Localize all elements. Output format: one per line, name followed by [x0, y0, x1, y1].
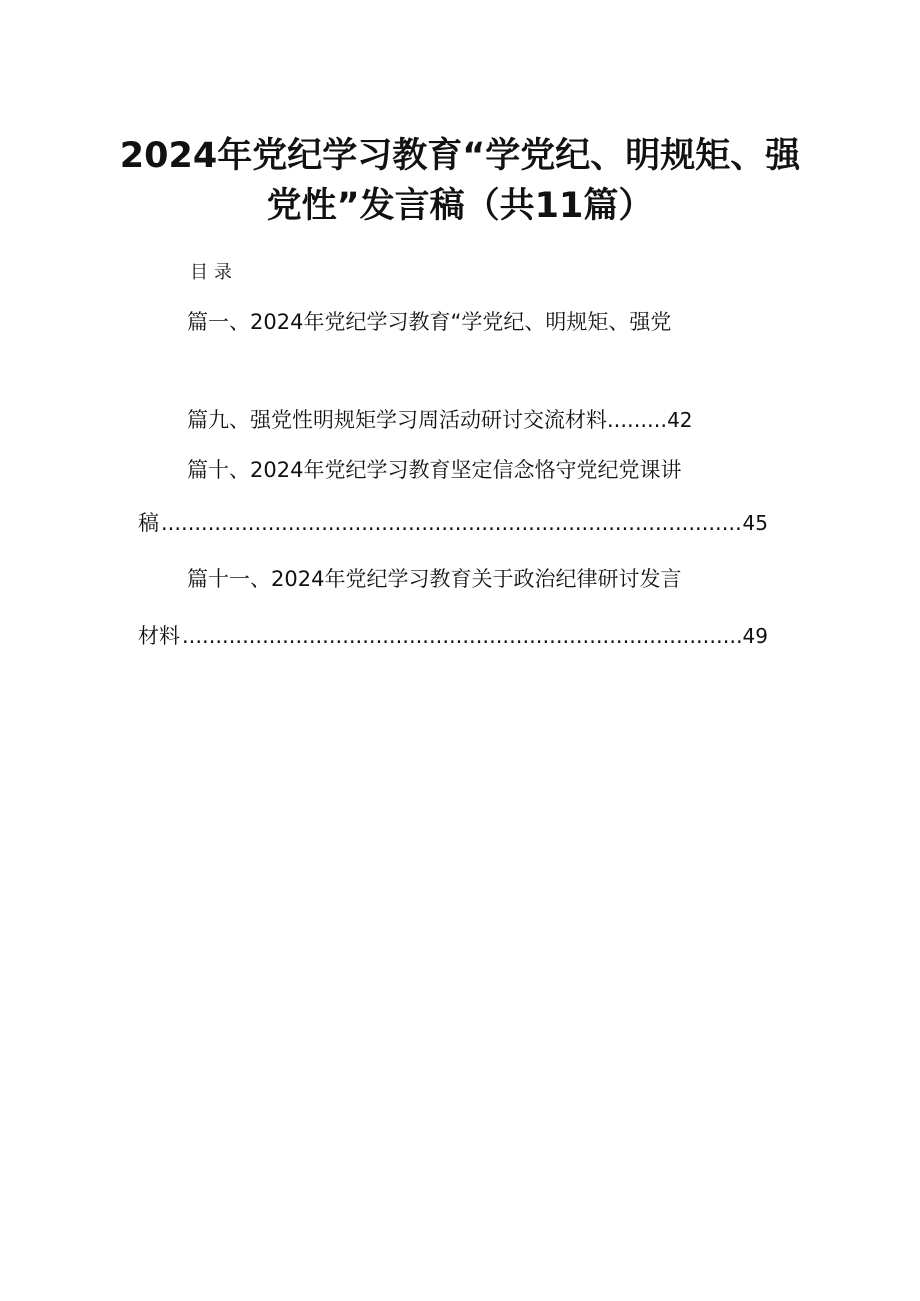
toc-heading: 目录 — [190, 262, 238, 283]
toc-entry-4-page: 49 — [742, 624, 768, 648]
toc-entry-2-page: 42 — [667, 408, 693, 432]
toc-entry-3[interactable]: 篇十、2024年党纪学习教育坚定信念恪守党纪党课讲 — [187, 458, 682, 482]
toc-entry-4-cont-text: 材料 — [138, 624, 180, 648]
document-title-line-2: 党性”发言稿（共11篇） — [266, 186, 654, 226]
toc-entry-3-cont-text: 稿 — [138, 511, 159, 535]
toc-entry-2-text: 篇九、强党性明规矩学习周活动研讨交流材料 — [187, 408, 607, 432]
toc-entry-1[interactable]: 篇一、2024年党纪学习教育“学党纪、明规矩、强党 — [187, 310, 672, 334]
toc-entry-4-continuation[interactable] — [138, 622, 768, 650]
toc-entry-2-leader: ......... — [607, 408, 668, 432]
toc-entry-4-dots — [182, 622, 741, 650]
toc-entry-4[interactable]: 篇十一、2024年党纪学习教育关于政治纪律研讨发言 — [187, 567, 682, 591]
toc-entry-3-dots — [161, 509, 741, 537]
document-title-line-1: 2024年党纪学习教育“学党纪、明规矩、强 — [119, 136, 801, 176]
toc-entry-2[interactable] — [187, 406, 693, 434]
toc-entry-3-page: 45 — [742, 511, 768, 535]
toc-entry-3-continuation[interactable] — [138, 509, 768, 537]
